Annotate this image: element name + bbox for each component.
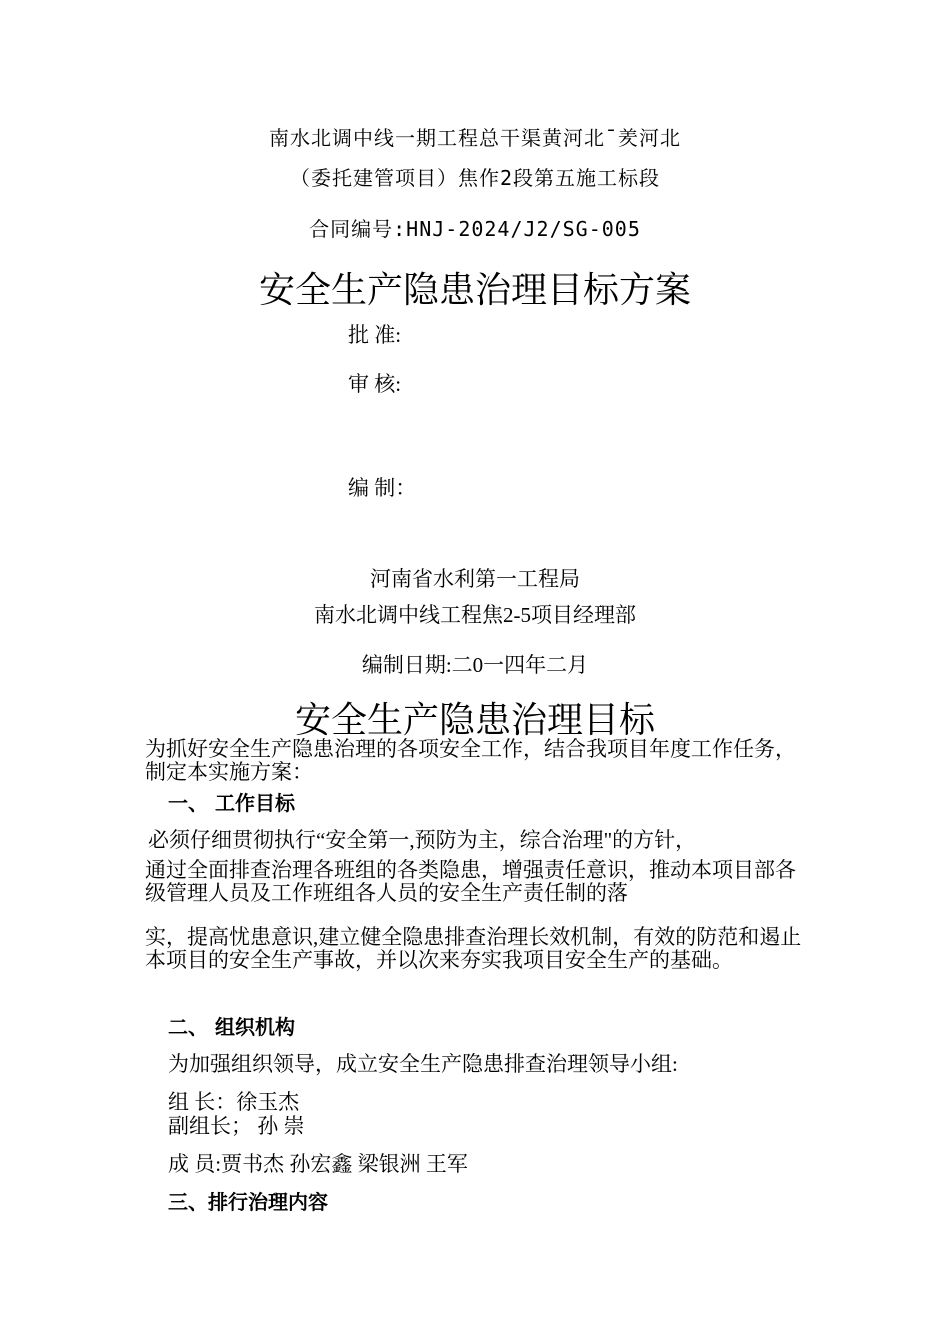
section1-first-line: 必须仔细贯彻执行“安全第一,预防为主，综合治理"的方针， (148, 828, 697, 852)
section-heading: 安全生产隐患治理目标 (294, 700, 655, 741)
intro-paragraph: 为抓好安全生产隐患治理的各项安全工作，结合我项目年度工作任务，制定本实施方案： (145, 737, 796, 784)
review-label: 审 核: (348, 372, 402, 396)
group-leader: 组 长：徐玉杰 (168, 1090, 300, 1114)
approve-label: 批 准: (348, 323, 402, 347)
project-department: 南水北调中线工程焦2-5项目经理部 (314, 603, 636, 627)
section2-title: 二、 组织机构 (168, 1015, 295, 1039)
deputy-leader: 副组长； 孙 崇 (168, 1114, 305, 1138)
prepare-label: 编 制： (348, 476, 417, 500)
section3-title: 三、排行治理内容 (168, 1190, 328, 1214)
project-name-line2: （委托建管项目）焦作2段第五施工标段 (289, 166, 661, 190)
contract-number: 合同编号:HNJ-2024/J2/SG-005 (309, 217, 641, 241)
preparation-date: 编制日期:二0一四年二月 (361, 653, 589, 677)
project-name-line1: 南水北调中线一期工程总干渠黄河北¯羑河北 (268, 126, 682, 150)
section2-intro: 为加强组织领导，成立安全生产隐患排查治理领导小组: (168, 1052, 678, 1076)
section1-paragraph-part3: 实，提高忧患意识,建立健全隐患排查治理长效机制，有效的防范和遏止本项目的安全生产事故，并以次来夯实我项目安全生产的基础。 (145, 925, 802, 972)
group-members: 成 员:贾书杰 孙宏鑫 梁银洲 王军 (168, 1152, 468, 1176)
section1-title: 一、 工作目标 (168, 791, 295, 815)
organization-name: 河南省水利第一工程局 (370, 567, 580, 591)
section1-paragraph-part2: 通过全面排查治理各班组的各类隐患，增强责任意识，推动本项目部各级管理人员及工作班组各人员的安全生产责任制的落 (145, 858, 796, 905)
document-title: 安全生产隐患治理目标方案 (258, 270, 691, 311)
